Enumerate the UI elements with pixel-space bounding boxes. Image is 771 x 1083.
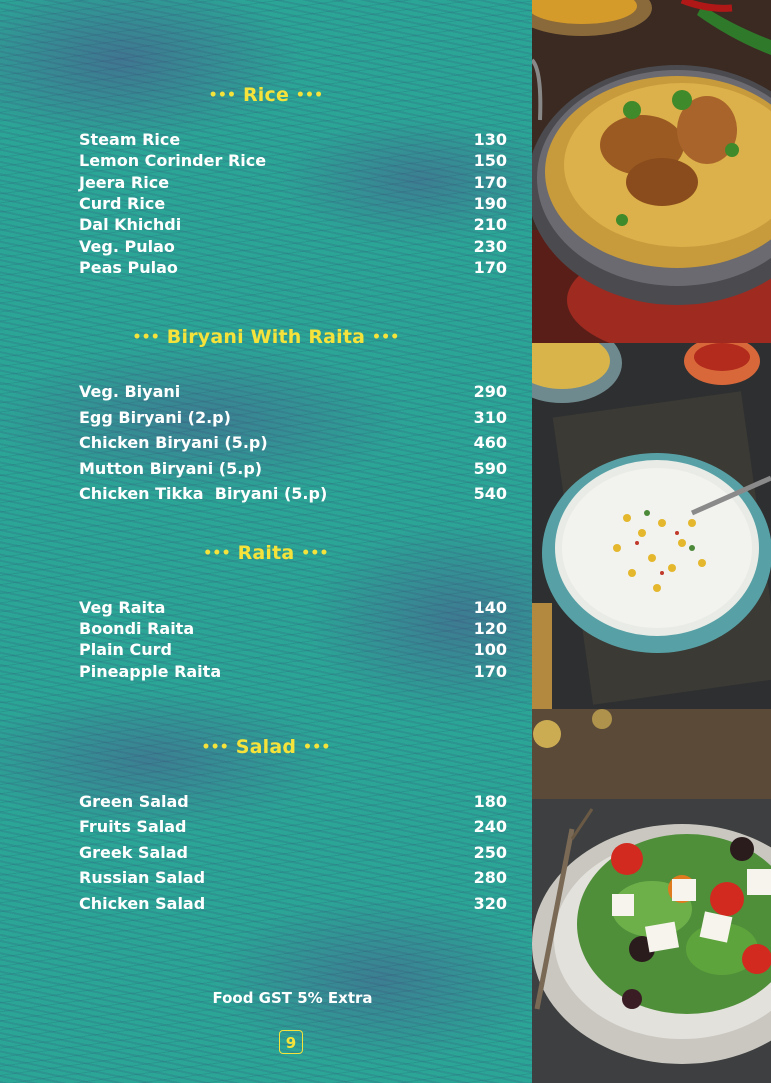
gst-note: Food GST 5% Extra	[212, 989, 373, 1007]
item-name: Green Salad	[79, 791, 189, 811]
dots-decoration: •••	[295, 87, 324, 104]
menu-item	[79, 236, 507, 256]
menu-item	[79, 842, 507, 862]
item-name: Chicken Salad	[79, 893, 206, 913]
item-price: 230	[473, 236, 507, 256]
dots-decoration: •••	[208, 87, 237, 104]
item-price: 250	[473, 842, 507, 862]
menu-item	[79, 458, 507, 478]
section-title-text: Rice	[242, 84, 290, 106]
item-name: Boondi Raita	[79, 618, 195, 638]
item-price: 190	[473, 193, 507, 213]
menu-item	[79, 618, 507, 638]
menu-item	[79, 381, 507, 401]
menu-item	[79, 483, 507, 503]
item-price: 280	[473, 867, 507, 887]
menu-item	[79, 816, 507, 836]
item-price: 180	[473, 791, 507, 811]
item-name: Steam Rice	[79, 129, 181, 149]
item-price: 310	[473, 407, 507, 427]
section-title-biryani	[0, 326, 532, 348]
menu-item	[79, 597, 507, 617]
menu-item	[79, 193, 507, 213]
dots-decoration: •••	[372, 329, 400, 346]
item-name: Pineapple Raita	[79, 661, 222, 681]
section-title-text: Raita	[237, 542, 295, 564]
menu-item	[79, 893, 507, 913]
item-name: Russian Salad	[79, 867, 206, 887]
item-price: 240	[473, 816, 507, 836]
section-title-text: Biryani With Raita	[166, 326, 366, 348]
page-number: 9	[279, 1030, 303, 1054]
item-price: 320	[473, 893, 507, 913]
menu-item	[79, 661, 507, 681]
menu-item	[79, 172, 507, 192]
greek-salad-photo	[532, 709, 771, 1083]
item-name: Veg. Biyani	[79, 381, 181, 401]
item-price: 210	[473, 214, 507, 234]
corn-raita-photo	[532, 343, 771, 709]
item-name: Mutton Biryani (5.p)	[79, 458, 263, 478]
item-name: Chicken Biryani (5.p)	[79, 432, 268, 452]
item-price: 290	[473, 381, 507, 401]
menu-item	[79, 791, 507, 811]
item-price: 170	[473, 661, 507, 681]
item-name: Greek Salad	[79, 842, 188, 862]
item-price: 120	[473, 618, 507, 638]
menu-item	[79, 150, 507, 170]
menu-item	[79, 257, 507, 277]
item-price: 460	[473, 432, 507, 452]
item-name: Jeera Rice	[79, 172, 170, 192]
menu-item	[79, 129, 507, 149]
item-name: Chicken Tikka Biryani (5.p)	[79, 483, 328, 503]
item-price: 590	[473, 458, 507, 478]
item-price: 100	[473, 639, 507, 659]
item-name: Egg Biryani (2.p)	[79, 407, 231, 427]
item-name: Peas Pulao	[79, 257, 178, 277]
item-name: Veg. Pulao	[79, 236, 175, 256]
item-name: Veg Raita	[79, 597, 166, 617]
item-price: 140	[473, 597, 507, 617]
section-title-text: Salad	[235, 736, 297, 758]
dots-decoration: •••	[303, 739, 331, 756]
item-price: 150	[473, 150, 507, 170]
menu-item	[79, 867, 507, 887]
section-title-raita	[0, 542, 532, 564]
item-name: Curd Rice	[79, 193, 166, 213]
dots-decoration: •••	[301, 545, 329, 562]
dots-decoration: •••	[203, 545, 231, 562]
item-price: 170	[473, 172, 507, 192]
section-title-rice	[0, 84, 532, 106]
section-title-salad	[0, 736, 532, 758]
chicken-biryani-photo	[532, 0, 771, 343]
item-price: 170	[473, 257, 507, 277]
dots-decoration: •••	[132, 329, 160, 346]
item-name: Plain Curd	[79, 639, 172, 659]
menu-item	[79, 214, 507, 234]
menu-item	[79, 639, 507, 659]
item-name: Lemon Corinder Rice	[79, 150, 267, 170]
menu-item	[79, 432, 507, 452]
item-price: 540	[473, 483, 507, 503]
dots-decoration: •••	[201, 739, 229, 756]
menu-item	[79, 407, 507, 427]
item-name: Dal Khichdi	[79, 214, 182, 234]
item-price: 130	[473, 129, 507, 149]
item-name: Fruits Salad	[79, 816, 187, 836]
